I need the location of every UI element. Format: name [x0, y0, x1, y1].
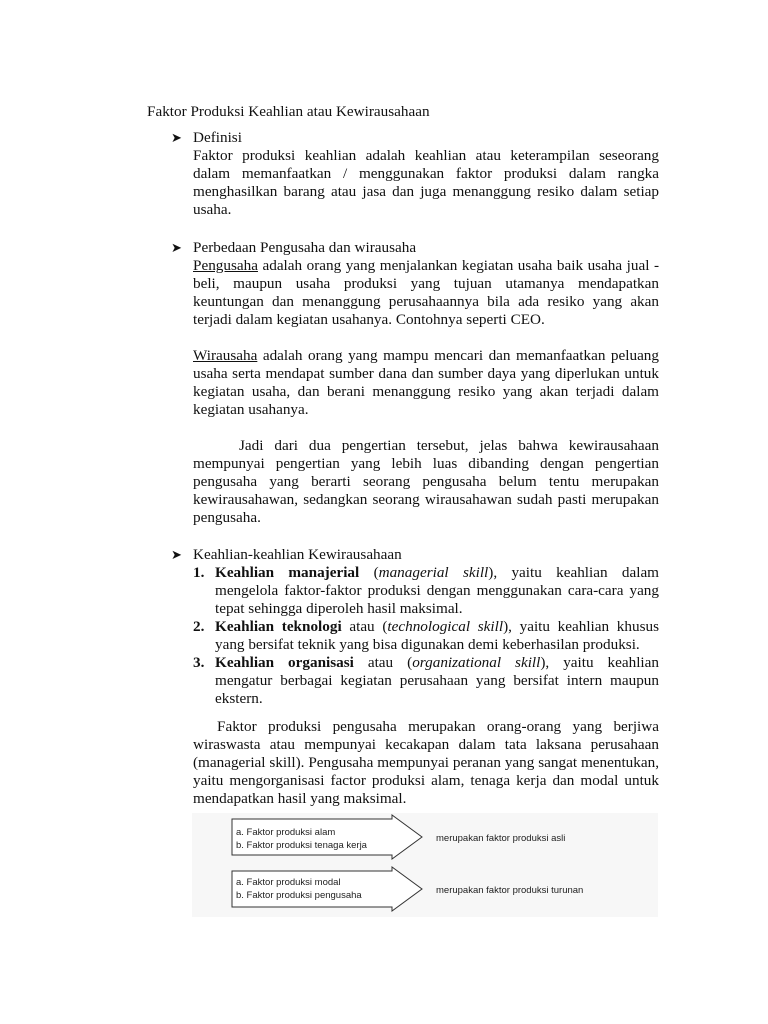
- arrow-bullet-icon: ➤: [171, 130, 182, 145]
- pengusaha-definition: adalah orang yang menjalankan kegiatan usaha baik usaha jual - beli, maupun usaha produksi yang tujuan utamanya mendapatkan keuntungan dan menanggung perusahaannya bila ada resiko yang akan terjadi dalam kegiatan usahanya. Contohnya seperti CEO.: [193, 257, 659, 328]
- bullet-definisi: [171, 129, 659, 147]
- factor-diagram-svg: [192, 813, 658, 917]
- top-label: merupakan faktor produksi asli: [436, 833, 566, 844]
- pengusaha-term: Pengusaha: [193, 257, 258, 274]
- arrow-bullet-icon: ➤: [171, 240, 182, 255]
- bottom-item-a: a. Faktor produksi modal: [236, 877, 341, 888]
- wirausaha-definition: adalah orang yang mampu mencari dan memanfaatkan peluang usaha serta mendapat sumber dana dan sumber daya yang diperlukan untuk kegiatan usaha, dan berani menanggung resiko yang akan terjadi dalam kegiatan usahanya.: [193, 347, 659, 418]
- conclusion-paragraph: Jadi dari dua pengertian tersebut, jelas bahwa kewirausahaan mempunyai pengertian yang lebih luas dibanding dengan pengertian pengusaha yang berarti seorang pengusaha belum tentu merupakan kewirausahawan, sedangkan seorang wirausahawan sudah pasti merupakan pengusaha.: [193, 437, 659, 526]
- closing-paragraph: Faktor produksi pengusaha merupakan orang-orang yang berjiwa wiraswasta atau mempunyai kecakapan dalam tata laksana perusahaan (managerial skill). Pengusaha mempunyai peranan yang sangat menentukan, yaitu mengorganisasi factor produksi alam, tenaga kerja dan modal untuk mendapatkan hasil yang maksimal.: [193, 718, 659, 807]
- bottom-arrow-shape: [232, 867, 422, 911]
- wirausaha-term: Wirausaha: [193, 347, 258, 364]
- bottom-label: merupakan faktor produksi turunan: [436, 885, 584, 896]
- bullet-keahlian: [171, 546, 659, 564]
- factor-diagram: [192, 813, 658, 917]
- list-item: 1. Keahlian manajerial (managerial skill), yaitu keahlian dalam mengelola faktor-faktor produksi dengan menggunakan cara-cara yang tepat sehingga diperoleh hasil maksimal.: [193, 564, 659, 617]
- keahlian-heading: Keahlian-keahlian Kewirausahaan: [193, 546, 402, 563]
- skills-list: [193, 564, 659, 708]
- pengusaha-paragraph: [193, 257, 659, 329]
- definisi-text: Faktor produksi keahlian adalah keahlian atau keterampilan seseorang dalam memanfaatkan / menggunakan faktor produksi dalam rangka menghasilkan barang atau jasa dan juga menanggung resiko dalam setiap usaha.: [193, 147, 659, 218]
- definisi-heading: Definisi: [193, 129, 242, 146]
- perbedaan-heading: Perbedaan Pengusaha dan wirausaha: [193, 239, 417, 256]
- top-item-a: a. Faktor produksi alam: [236, 827, 336, 838]
- wirausaha-paragraph: [193, 347, 659, 419]
- document-title: Faktor Produksi Keahlian atau Kewirausahaan: [147, 103, 430, 120]
- list-item: 2. Keahlian teknologi atau (technological skill), yaitu keahlian khusus yang bersifat teknik yang bisa digunakan demi keberhasilan produksi.: [193, 618, 659, 653]
- top-item-b: b. Faktor produksi tenaga kerja: [236, 840, 367, 851]
- section-definisi: [171, 129, 659, 219]
- bottom-item-b: b. Faktor produksi pengusaha: [236, 890, 362, 901]
- section-perbedaan: [171, 239, 659, 527]
- section-keahlian: [171, 546, 659, 808]
- arrow-bullet-icon: ➤: [171, 547, 182, 562]
- list-item: 3. Keahlian organisasi atau (organizational skill), yaitu keahlian mengatur berbagai kegiatan perusahaan yang bersifat intern maupun ekstern.: [193, 654, 659, 707]
- bullet-perbedaan: [171, 239, 659, 257]
